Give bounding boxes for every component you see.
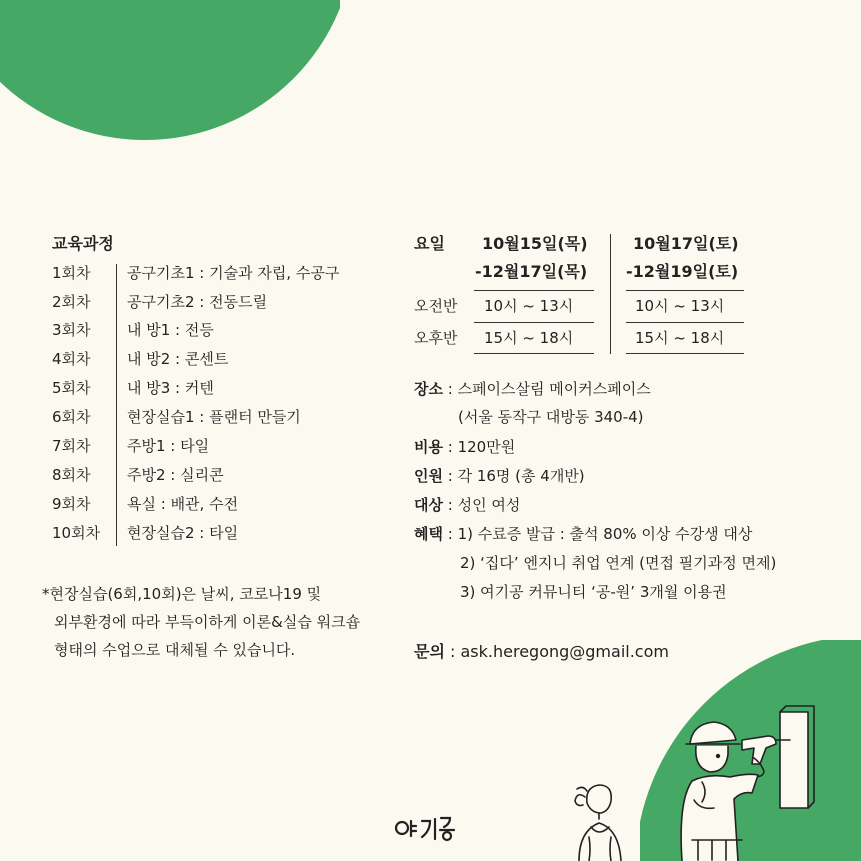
schedule-rule: [474, 322, 594, 323]
session-name: 공구기초2 : 전동드릴: [127, 293, 268, 311]
schedule-divider: [610, 234, 611, 354]
heregong-logo: [394, 808, 466, 844]
place-label: 장소: [414, 380, 443, 398]
target-label: 대상: [414, 496, 443, 514]
schedule-col2-line2: -12월19일(토): [626, 262, 739, 281]
afternoon-time-col2: 15시 ~ 18시: [635, 329, 725, 347]
session-number: 4회차: [52, 350, 91, 368]
target-value: : 성인 여성: [442, 496, 521, 514]
schedule-col1-line2: -12월17일(목): [475, 262, 588, 281]
session-name: 내 방1 : 전등: [127, 321, 214, 339]
note-line: *현장실습(6회,10회)은 날씨, 코로나19 및: [42, 585, 322, 603]
session-name: 욕실 : 배관, 수전: [127, 495, 239, 513]
morning-time-col1: 10시 ~ 13시: [484, 297, 574, 315]
info-people: [414, 465, 585, 486]
curriculum-row: [52, 489, 392, 517]
info-target: [414, 494, 520, 515]
contact-value: : ask.heregong@gmail.com: [444, 642, 669, 661]
afternoon-time-col1: 15시 ~ 18시: [484, 329, 574, 347]
girl-illustration: [565, 775, 635, 861]
curriculum-row: [52, 402, 392, 430]
session-number: 5회차: [52, 379, 91, 397]
curriculum-row: [52, 431, 392, 459]
session-name: 현장실습1 : 플랜터 만들기: [127, 408, 301, 426]
note-line: 외부환경에 따라 부득이하게 이론&실습 워크숍: [54, 613, 361, 631]
top-left-green-circle: [0, 0, 340, 150]
curriculum-row: [52, 373, 392, 401]
curriculum-row: [52, 287, 392, 315]
benefit-item-3: 3) 여기공 커뮤니티 ‘공-원’ 3개월 이용권: [460, 583, 727, 601]
session-number: 7회차: [52, 437, 91, 455]
schedule-rule: [626, 353, 744, 354]
curriculum-row: [52, 460, 392, 488]
afternoon-label: 오후반: [414, 329, 458, 347]
session-name: 주방1 : 타일: [127, 437, 210, 455]
info-contact: [414, 639, 669, 662]
schedule-rule: [474, 290, 594, 291]
people-label: 인원: [414, 467, 443, 485]
session-name: 현장실습2 : 타일: [127, 524, 239, 542]
session-number: 3회차: [52, 321, 91, 339]
session-name: 공구기초1 : 기술과 자립, 수공구: [127, 264, 340, 282]
session-number: 6회차: [52, 408, 91, 426]
schedule-rule: [626, 322, 744, 323]
contact-label: 문의: [414, 642, 445, 661]
curriculum-row: [52, 518, 392, 546]
place-address: (서울 동작구 대방동 340-4): [458, 408, 644, 426]
morning-time-col2: 10시 ~ 13시: [635, 297, 725, 315]
benefit-item-1: : 1) 수료증 발급 : 출석 80% 이상 수강생 대상: [442, 525, 753, 543]
place-value: : 스페이스살림 메이커스페이스: [442, 380, 651, 398]
worker-with-drill-illustration: [672, 700, 822, 861]
curriculum-title: 교육과정: [52, 234, 114, 253]
session-number: 8회차: [52, 466, 91, 484]
schedule-rule: [474, 353, 594, 354]
curriculum-note: [42, 580, 360, 664]
session-number: 9회차: [52, 495, 91, 513]
morning-label: 오전반: [414, 297, 458, 315]
session-name: 내 방3 : 커텐: [127, 379, 214, 397]
benefit-label: 혜택: [414, 525, 443, 543]
benefit-item-2: 2) ‘집다’ 엔지니 취업 연계 (면접 필기과정 면제): [460, 554, 777, 572]
session-name: 주방2 : 실리콘: [127, 466, 224, 484]
schedule-day-label: 요일: [414, 234, 445, 253]
cost-label: 비용: [414, 438, 443, 456]
schedule-col2-line1: 10월17일(토): [633, 234, 739, 253]
cost-value: : 120만원: [442, 438, 516, 456]
curriculum-row: [52, 344, 392, 372]
curriculum-row: [52, 258, 392, 286]
info-place: [414, 378, 651, 399]
note-line: 형태의 수업으로 대체될 수 있습니다.: [54, 641, 296, 659]
people-value: : 각 16명 (총 4개반): [442, 467, 585, 485]
info-benefit: [414, 523, 752, 544]
curriculum-row: [52, 315, 392, 343]
session-name: 내 방2 : 콘센트: [127, 350, 229, 368]
session-number: 2회차: [52, 293, 91, 311]
session-number: 1회차: [52, 264, 91, 282]
info-cost: [414, 436, 515, 457]
schedule-col1-line1: 10월15일(목): [482, 234, 588, 253]
session-number: 10회차: [52, 524, 101, 542]
schedule-rule: [626, 290, 744, 291]
